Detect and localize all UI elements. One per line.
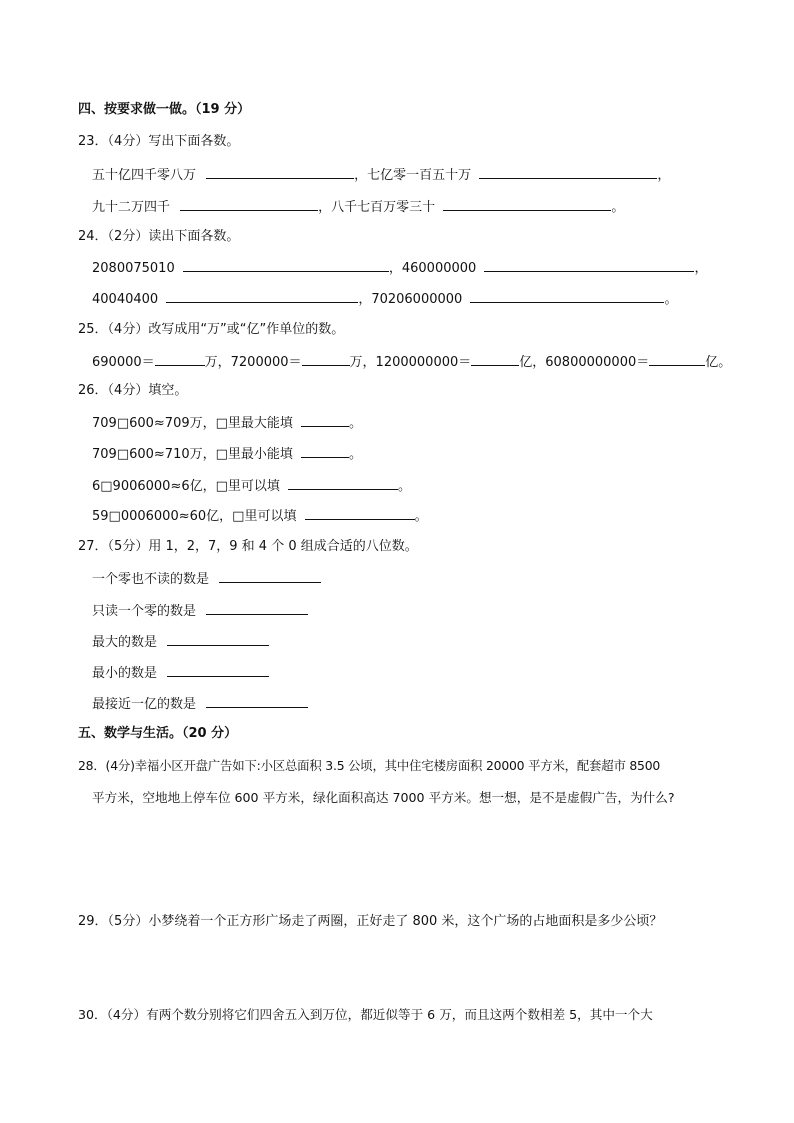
q27-line-1 [92,569,321,589]
q27-line-2 [92,601,308,621]
q25-text-4: 亿，60800000000＝ [519,355,650,370]
answer-blank[interactable] [206,165,354,179]
q25-text-3: 万，1200000000＝ [349,355,472,370]
q23-row1 [92,165,670,185]
q26-punct: 。 [349,416,363,431]
answer-blank[interactable] [649,352,705,366]
section-5-title: 五、数学与生活。（20 分） [78,726,238,741]
q26-stem: 26．（4分）填空。 [78,383,188,398]
q28-line-1: 28．(4分)幸福小区开盘广告如下:小区总面积 3.5 公顷，其中住宅楼房面积 20000 平方米，配套超市 8500 [78,758,661,773]
q27-text: 最接近一亿的数是 [92,697,197,712]
q24-item-b: ，460000000 [388,261,477,276]
q23-item-d: ，八千七百万零三十 [318,200,436,215]
answer-blank[interactable] [443,197,611,211]
q24-punct: ， [694,261,708,276]
q26-text: 59□0006000≈60亿，□里可以填 [92,509,297,524]
q27-line-5 [92,694,308,714]
q23-punct: ， [657,168,671,183]
q27-text: 最大的数是 [92,635,158,650]
answer-blank[interactable] [288,476,398,490]
q25-stem: 25．（4分）改写成用“万”或“亿”作单位的数。 [78,322,345,337]
answer-blank[interactable] [479,165,657,179]
q27-text: 一个零也不读的数是 [92,572,210,587]
q23-item-b: ，七亿零一百五十万 [354,168,472,183]
q30-text: 30．（4分）有两个数分别将它们四舍五入到万位，都近似等于 6 万，而且这两个数相差 5，其中一个大 [78,1007,653,1022]
answer-blank[interactable] [305,506,415,520]
q26-line-4 [92,506,428,526]
q23-item-c: 九十二万四千 [92,200,171,215]
q26-text: 6□9006000≈6亿，□里可以填 [92,479,280,494]
answer-blank[interactable] [166,289,358,303]
answer-blank[interactable] [206,601,308,615]
q23-item-a: 五十亿四千零八万 [92,168,197,183]
q24-item-a: 2080075010 [92,261,175,276]
q26-line-3 [92,476,411,496]
q29-text: 29．（5分）小梦绕着一个正方形广场走了两圈，正好走了 800 米，这个广场的占地面积是多少公顷？ [78,914,663,929]
answer-blank[interactable] [470,289,664,303]
q27-stem: 27．（5分）用 1，2，7，9 和 4 个 0 组成合适的八位数。 [78,539,418,554]
answer-blank[interactable] [155,352,205,366]
answer-blank[interactable] [302,352,350,366]
q26-punct: 。 [349,447,363,462]
q24-stem: 24．（2分）读出下面各数。 [78,229,240,244]
q26-punct: 。 [398,479,412,494]
answer-blank[interactable] [484,258,694,272]
q23-punct: 。 [611,200,625,215]
q23-row2 [92,197,624,217]
q26-text: 709□600≈709万，□里最大能填 [92,416,293,431]
answer-blank[interactable] [471,352,519,366]
q24-item-c: 40040400 [92,292,159,307]
q26-punct: 。 [414,509,428,524]
answer-blank[interactable] [219,569,321,583]
answer-blank[interactable] [301,413,349,427]
q25-text-5: 亿。 [705,355,732,370]
q26-line-2 [92,444,362,464]
q25-text-1: 690000＝ [92,355,155,370]
q24-row1 [92,258,707,278]
answer-blank[interactable] [183,258,389,272]
q28-line-2: 平方米，空地地上停车位 600 平方米，绿化面积高达 7000 平方米。想一想，是不是虚假广告，为什么? [92,790,675,805]
q24-row2 [92,289,677,309]
q26-text: 709□600≈710万，□里最小能填 [92,447,293,462]
q27-text: 只读一个零的数是 [92,604,197,619]
q25-row [92,352,731,372]
answer-blank[interactable] [206,694,308,708]
section-4-title: 四、按要求做一做。（19 分） [78,102,251,117]
q23-stem: 23．（4分）写出下面各数。 [78,134,240,149]
q24-punct: 。 [664,292,678,307]
q24-item-d: ，70206000000 [358,292,463,307]
q27-line-4 [92,663,269,683]
q25-text-2: 万，7200000＝ [204,355,302,370]
answer-blank[interactable] [167,663,269,677]
answer-blank[interactable] [180,197,318,211]
q26-line-1 [92,413,362,433]
answer-blank[interactable] [301,444,349,458]
q27-text: 最小的数是 [92,666,158,681]
q27-line-3 [92,632,269,652]
answer-blank[interactable] [167,632,269,646]
